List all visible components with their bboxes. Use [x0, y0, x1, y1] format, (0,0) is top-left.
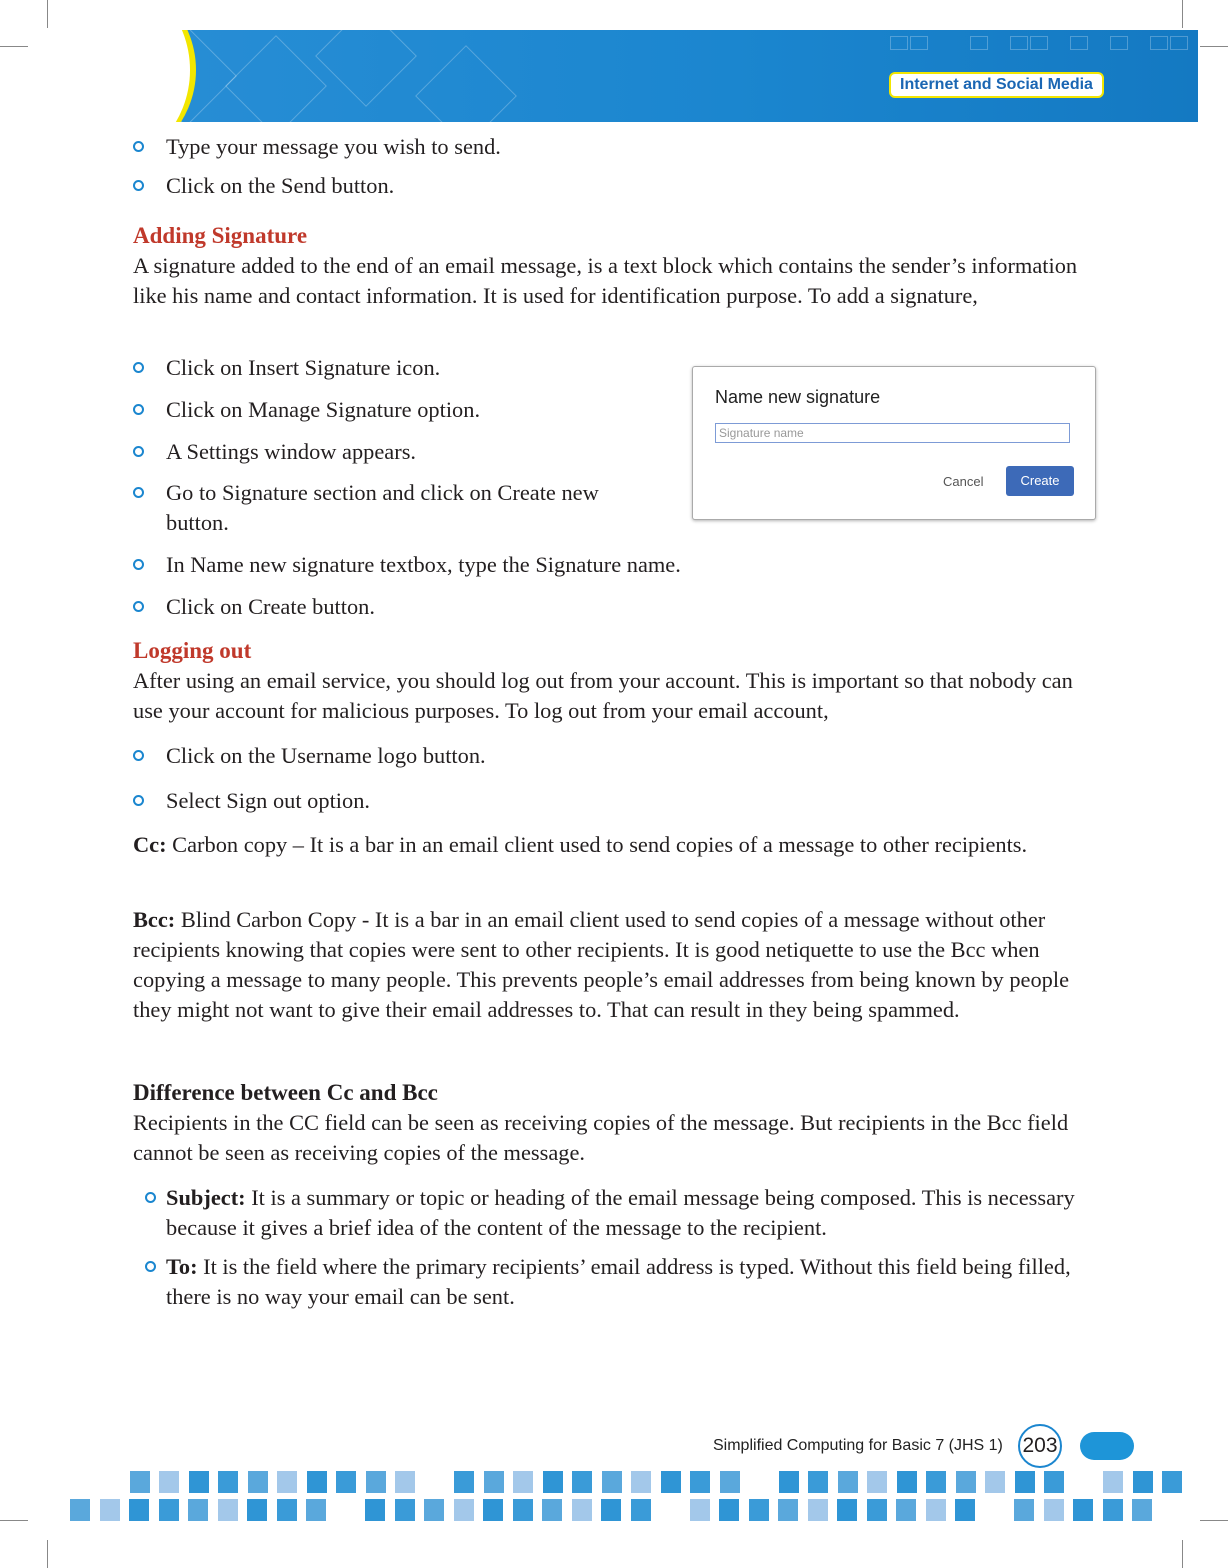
crop-mark: [47, 0, 48, 28]
paragraph: After using an email service, you should log out from your account. This is important so that nobody can use your account for malicious purposes. To log out from your email account,: [133, 668, 1073, 723]
bullet-item: Click on the Send button.: [166, 171, 1096, 201]
paragraph: A signature added to the end of an email message, is a text block which contains the sender’s information like his name and contact information. It is used for identification purpose. To add a signature,: [133, 253, 1078, 308]
decor-square: [955, 1499, 975, 1521]
decor-square: [159, 1499, 179, 1521]
subheading: Difference between Cc and Bcc: [133, 1080, 438, 1105]
decor-square: [602, 1471, 622, 1493]
decor-square: [631, 1499, 651, 1521]
bullet-item: [166, 1183, 1096, 1243]
book-title: Simplified Computing for Basic 7 (JHS 1): [713, 1437, 1003, 1454]
decor-square: [631, 1471, 651, 1493]
decor-square: [277, 1499, 297, 1521]
decor-square: [395, 1471, 415, 1493]
bullet-item: Type your message you wish to send.: [166, 132, 1096, 162]
decor-square: [661, 1471, 681, 1493]
decor-square: [218, 1499, 238, 1521]
decor-square: [926, 1499, 946, 1521]
decor-square: [543, 1471, 563, 1493]
crop-mark: [0, 46, 28, 47]
decor-square: [896, 1499, 916, 1521]
term: Bcc:: [133, 907, 176, 932]
cancel-button[interactable]: Cancel: [943, 474, 984, 489]
decor-square: [1133, 1471, 1153, 1493]
decor-square: [366, 1471, 386, 1493]
decor-square: [1014, 1499, 1034, 1521]
definition: It is the field where the primary recipients’ email address is typed. Without this field being filled, there is no way your email can be sent.: [166, 1254, 1071, 1309]
term: Cc:: [133, 832, 167, 857]
crop-mark: [1182, 1540, 1183, 1568]
term: To:: [166, 1254, 198, 1279]
decor-square: [188, 1499, 208, 1521]
decor-square: [248, 1471, 268, 1493]
decor-square: [690, 1499, 710, 1521]
decor-square: [926, 1471, 946, 1493]
decor-square: [424, 1499, 444, 1521]
definition: Carbon copy – It is a bar in an email client used to send copies of a message to other recipients.: [166, 832, 1028, 857]
section-heading: Logging out: [133, 638, 252, 663]
decor-square: [189, 1471, 209, 1493]
decor-square: [838, 1471, 858, 1493]
decor-square: [867, 1471, 887, 1493]
decor-square: [1073, 1499, 1093, 1521]
chapter-label: Internet and Social Media: [889, 72, 1104, 98]
dialog-title: Name new signature: [715, 387, 881, 407]
page-number: 203: [1018, 1424, 1062, 1468]
decor-square: [808, 1499, 828, 1521]
decor-square: [513, 1499, 533, 1521]
bullet-item: Select Sign out option.: [166, 786, 1096, 816]
decor-square: [956, 1471, 976, 1493]
decor-square: [277, 1471, 297, 1493]
decor-square: [867, 1499, 887, 1521]
decor-square: [1162, 1471, 1182, 1493]
decor-square: [483, 1499, 503, 1521]
decor-square: [749, 1499, 769, 1521]
decor-square: [70, 1499, 90, 1521]
bullet-item: Click on Insert Signature icon.: [166, 353, 666, 383]
decor-square: [454, 1499, 474, 1521]
decor-square: [100, 1499, 120, 1521]
decor-square: [572, 1471, 592, 1493]
crop-mark: [1200, 46, 1228, 47]
decor-square: [454, 1471, 474, 1493]
decor-square: [365, 1499, 385, 1521]
definition: Blind Carbon Copy - It is a bar in an email client used to send copies of a message without other recipients knowing that copies were sent to other recipients. It is good netiquette to use the Bcc when copying a message to many people. This prevents people’s email addresses from being known by people they might not want to give their email addresses to. That can result in they being spammed.: [133, 907, 1070, 1022]
decor-square: [542, 1499, 562, 1521]
paragraph: Recipients in the CC field can be seen as receiving copies of the message. But recipients in the Bcc field cannot be seen as receiving copies of the message.: [133, 1110, 1069, 1165]
cc-definition: [133, 830, 1098, 860]
bullet-item: Click on the Username logo button.: [166, 741, 1096, 771]
bullet-item: In Name new signature textbox, type the Signature name.: [166, 550, 1096, 580]
decor-square: [130, 1471, 150, 1493]
crop-mark: [1200, 1520, 1228, 1521]
decor-square: [129, 1499, 149, 1521]
decor-square: [690, 1471, 710, 1493]
definition: It is a summary or topic or heading of the email message being composed. This is necessary because it gives a brief idea of the content of the message to the recipient.: [166, 1185, 1075, 1240]
decor-square: [159, 1471, 179, 1493]
decor-square: [1132, 1499, 1152, 1521]
bullet-item: A Settings window appears.: [166, 437, 666, 467]
section-heading: Adding Signature: [133, 223, 308, 248]
crop-mark: [47, 1540, 48, 1568]
decor-square: [513, 1471, 533, 1493]
name-signature-dialog: [692, 366, 1096, 520]
bullet-item: Click on Manage Signature option.: [166, 395, 666, 425]
decor-square: [1044, 1499, 1064, 1521]
crop-mark: [1182, 0, 1183, 28]
bcc-definition: [133, 905, 1098, 1025]
decor-square: [1015, 1471, 1035, 1493]
decor-square: [336, 1471, 356, 1493]
decor-square: [307, 1471, 327, 1493]
decor-square: [1103, 1471, 1123, 1493]
decor-square: [484, 1471, 504, 1493]
decor-square: [306, 1499, 326, 1521]
decor-square: [218, 1471, 238, 1493]
decor-square: [395, 1499, 415, 1521]
bullet-item: Go to Signature section and click on Create new button.: [166, 478, 666, 538]
decor-square: [720, 1471, 740, 1493]
decor-square: [1103, 1499, 1123, 1521]
create-button[interactable]: Create: [1006, 466, 1074, 496]
footer-decoration: [1080, 1432, 1134, 1460]
yellow-wave-decoration: [30, 30, 196, 122]
decor-square: [572, 1499, 592, 1521]
decor-square: [808, 1471, 828, 1493]
bullet-item: [166, 1252, 1096, 1312]
crop-mark: [0, 1520, 28, 1521]
decor-square: [247, 1499, 267, 1521]
bullet-item: Click on Create button.: [166, 592, 1096, 622]
signature-name-input[interactable]: Signature name: [715, 423, 1070, 443]
decor-square: [1044, 1471, 1064, 1493]
decor-square: [985, 1471, 1005, 1493]
decor-square: [779, 1471, 799, 1493]
decor-square: [837, 1499, 857, 1521]
term: Subject:: [166, 1185, 246, 1210]
decor-square: [719, 1499, 739, 1521]
decor-square: [778, 1499, 798, 1521]
decor-square: [601, 1499, 621, 1521]
decor-square: [897, 1471, 917, 1493]
